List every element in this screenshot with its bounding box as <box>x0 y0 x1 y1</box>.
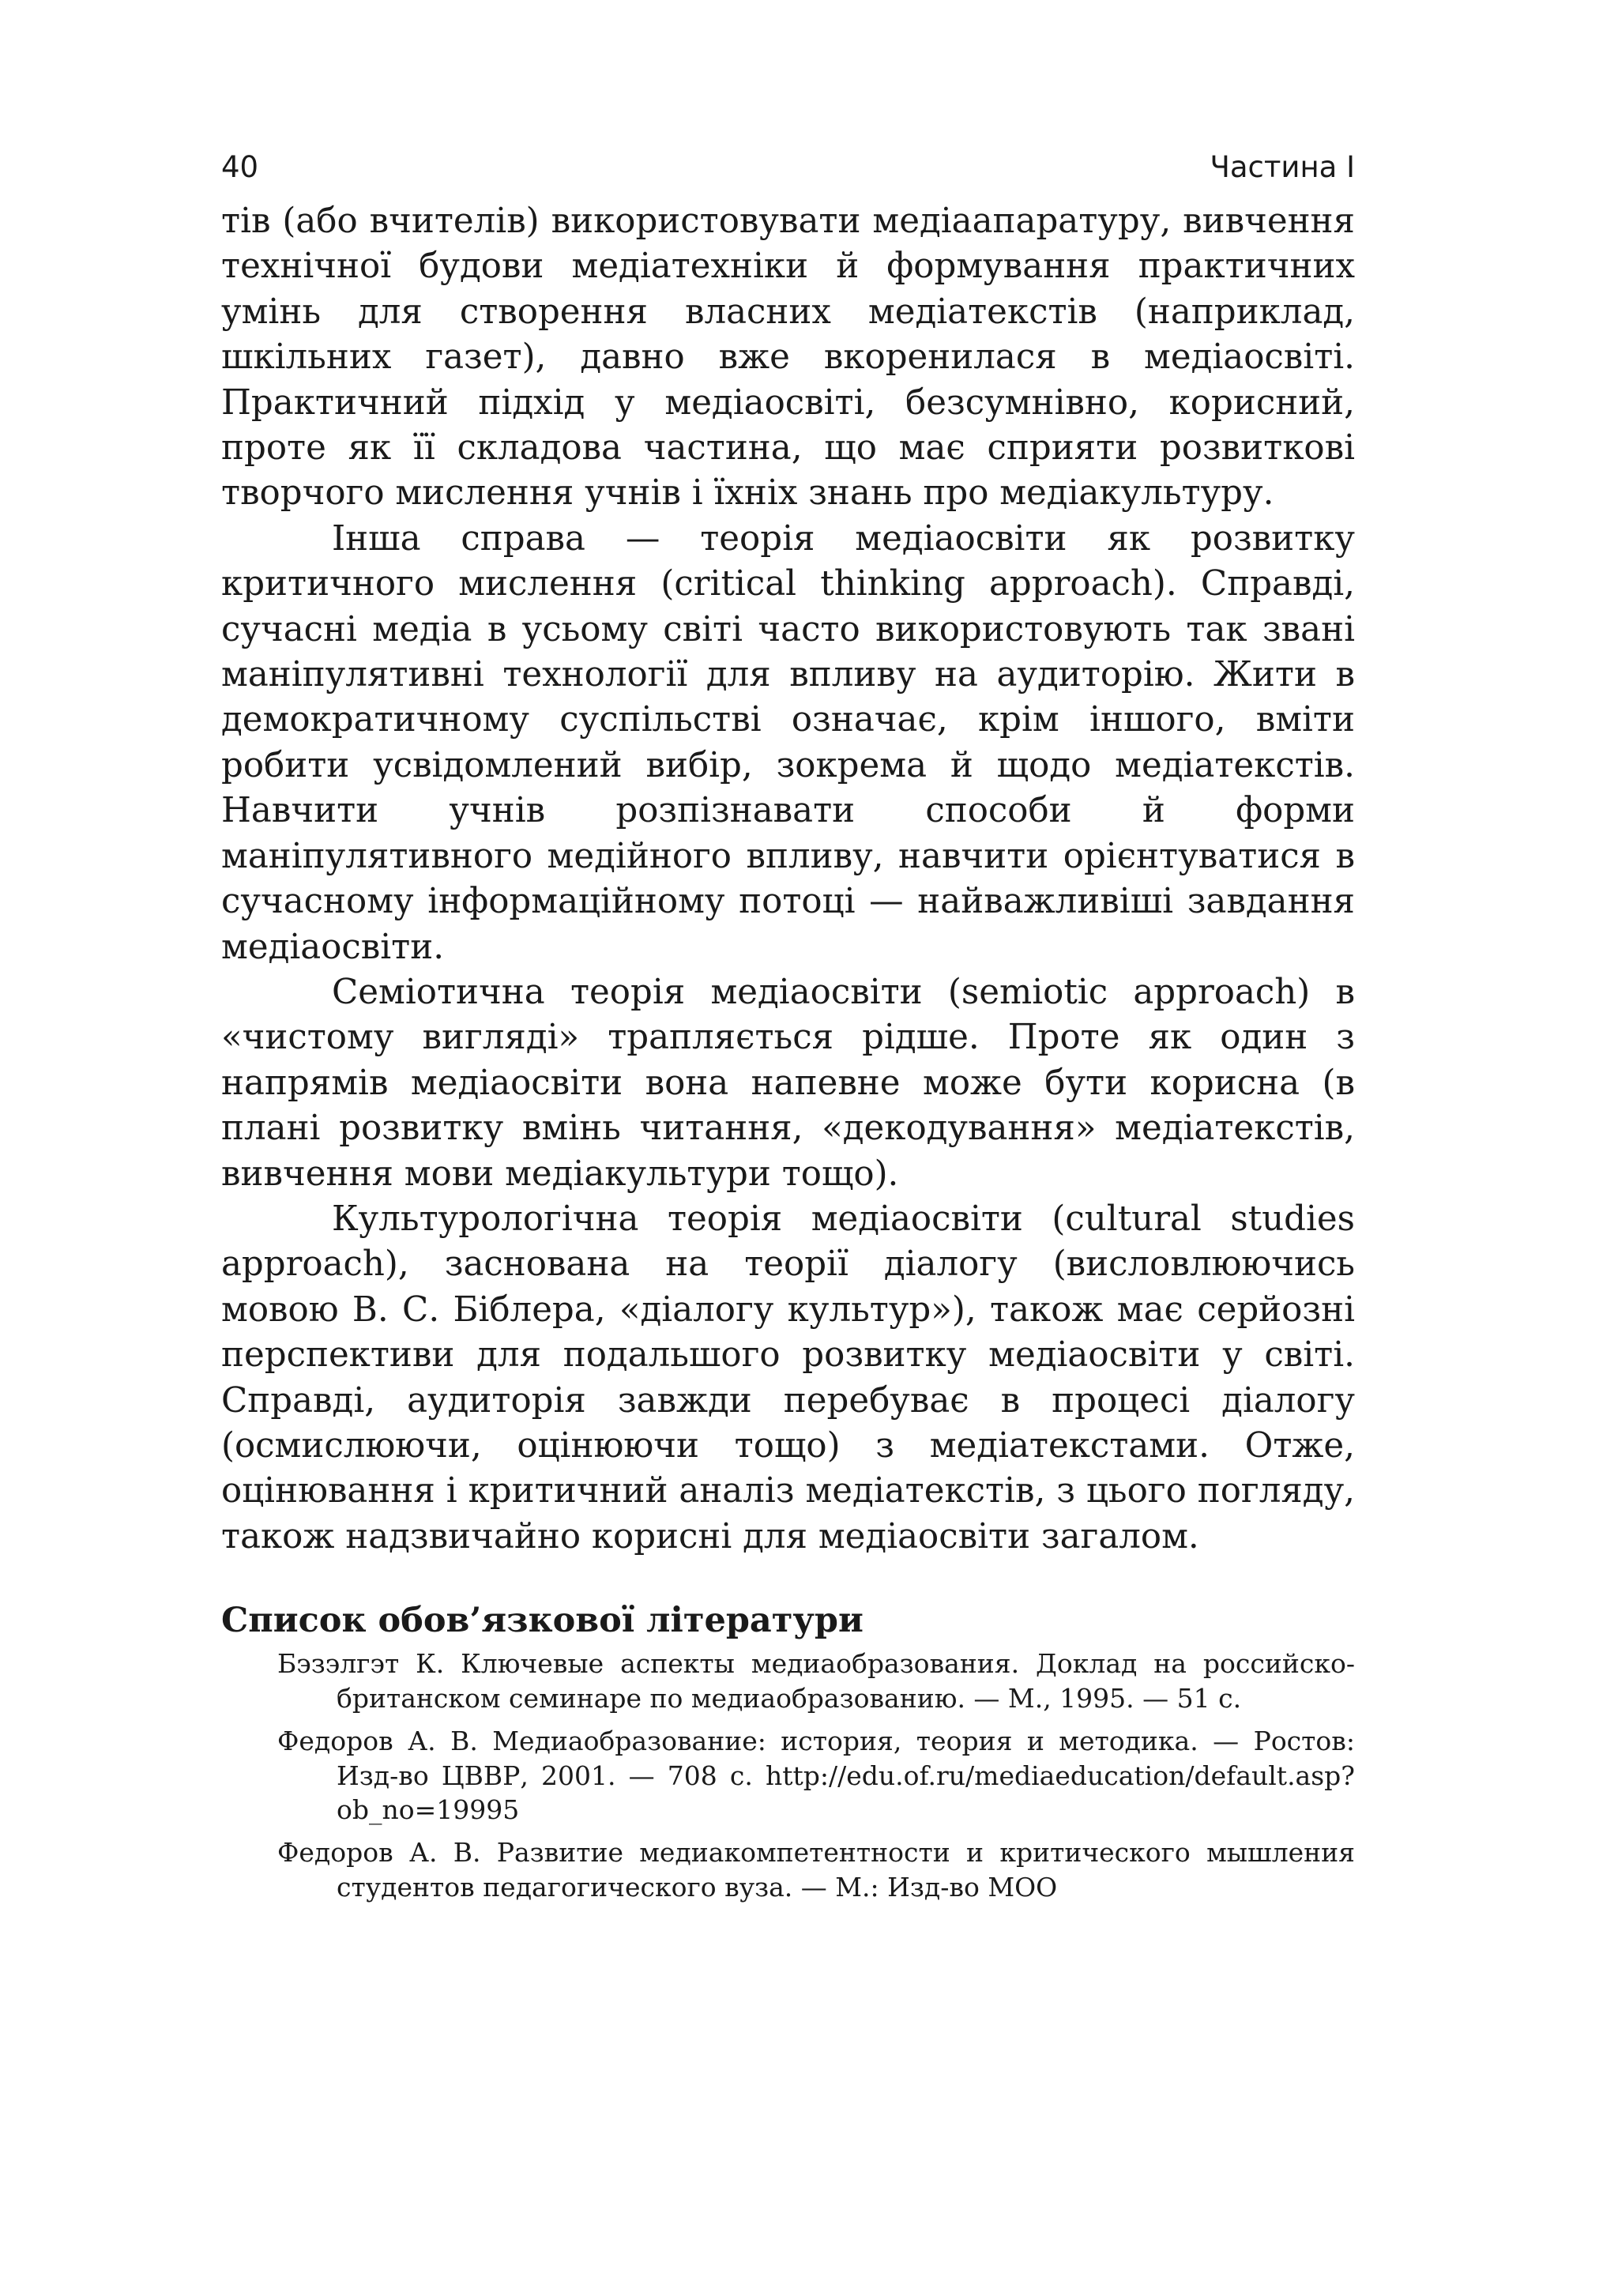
paragraph: Культурологічна теорія медіаосвіти (cultural studies approach), заснована на теорії діалогу (висловлюючись мовою В. С. Біблера, «діалогу культур»), також має серйозні перспективи для подальшого розвитку медіаосвіти у світі. Справді, аудиторія завжди перебуває в процесі діалогу (осмислюючи, оцінюючи тощо) з медіатекстами. Отже, оцінювання і критичний аналіз медіатекстів, з цього погляду, також надзвичайно корисні для медіаосвіти загалом. <box>221 1199 1355 1556</box>
reference-item: Федоров А. В. Медиаобразование: история, теория и методика. — Ростов: Изд-во ЦВВР, 2001. — 708 с. http://edu.of.ru/mediaeducation/default.asp?ob_no=19995 <box>277 1725 1355 1826</box>
page-number: 40 <box>221 150 259 184</box>
reference-item: Бэзэлгэт К. Ключевые аспекты медиаобразования. Доклад на российско-британском семинаре по медиаобразованию. — М., 1995. — 51 с. <box>277 1648 1355 1714</box>
body-text <box>221 199 1355 1560</box>
paragraph: тів (або вчителів) використовувати медіаапаратуру, вивчення технічної будови медіатехніки й формування практичних умінь для створення власних медіатекстів (наприклад, шкільних газет), давно вже вкоренилася в медіаосвіті. Практичний підхід у медіаосвіті, безсумнівно, корисний, проте як її складова частина, що має сприяти розвиткові творчого мислення учнів і їхніх знань про медіакультуру. <box>221 201 1355 514</box>
book-page <box>221 142 1355 2244</box>
running-head: Частина І <box>1210 150 1355 184</box>
reference-item: Федоров А. В. Развитие медиакомпетентности и критического мышления студентов педагогического вуза. — М.: Изд-во МОО <box>277 1837 1355 1903</box>
references-list <box>221 1647 1355 1905</box>
page-header <box>221 142 1355 198</box>
paragraph: Семіотична теорія медіаосвіти (semiotic approach) в «чистому вигляді» трапляється рідше. Проте як один з напрямів медіаосвіти вона напевне може бути корисна (в плані розвитку вмінь читання, «декодування» медіатекстів, вивчення мови медіакультури тощо). <box>221 972 1355 1194</box>
paragraph: Інша справа — теорія медіаосвіти як розвитку критичного мислення (critical thinking approach). Справді, сучасні медіа в усьому світі часто використовують так звані маніпулятивні технології для впливу на аудиторію. Жити в демократичному суспільстві означає, крім іншого, вміти робити усвідомлений вибір, зокрема й щодо медіатекстів. Навчити учнів розпізнавати способи й форми маніпулятивного медійного впливу, навчити орієнтуватися в сучасному інформаційному потоці — найважливіші завдання медіаосвіти. <box>221 518 1355 967</box>
references-heading: Список обов’язкової літератури <box>221 1601 864 1641</box>
